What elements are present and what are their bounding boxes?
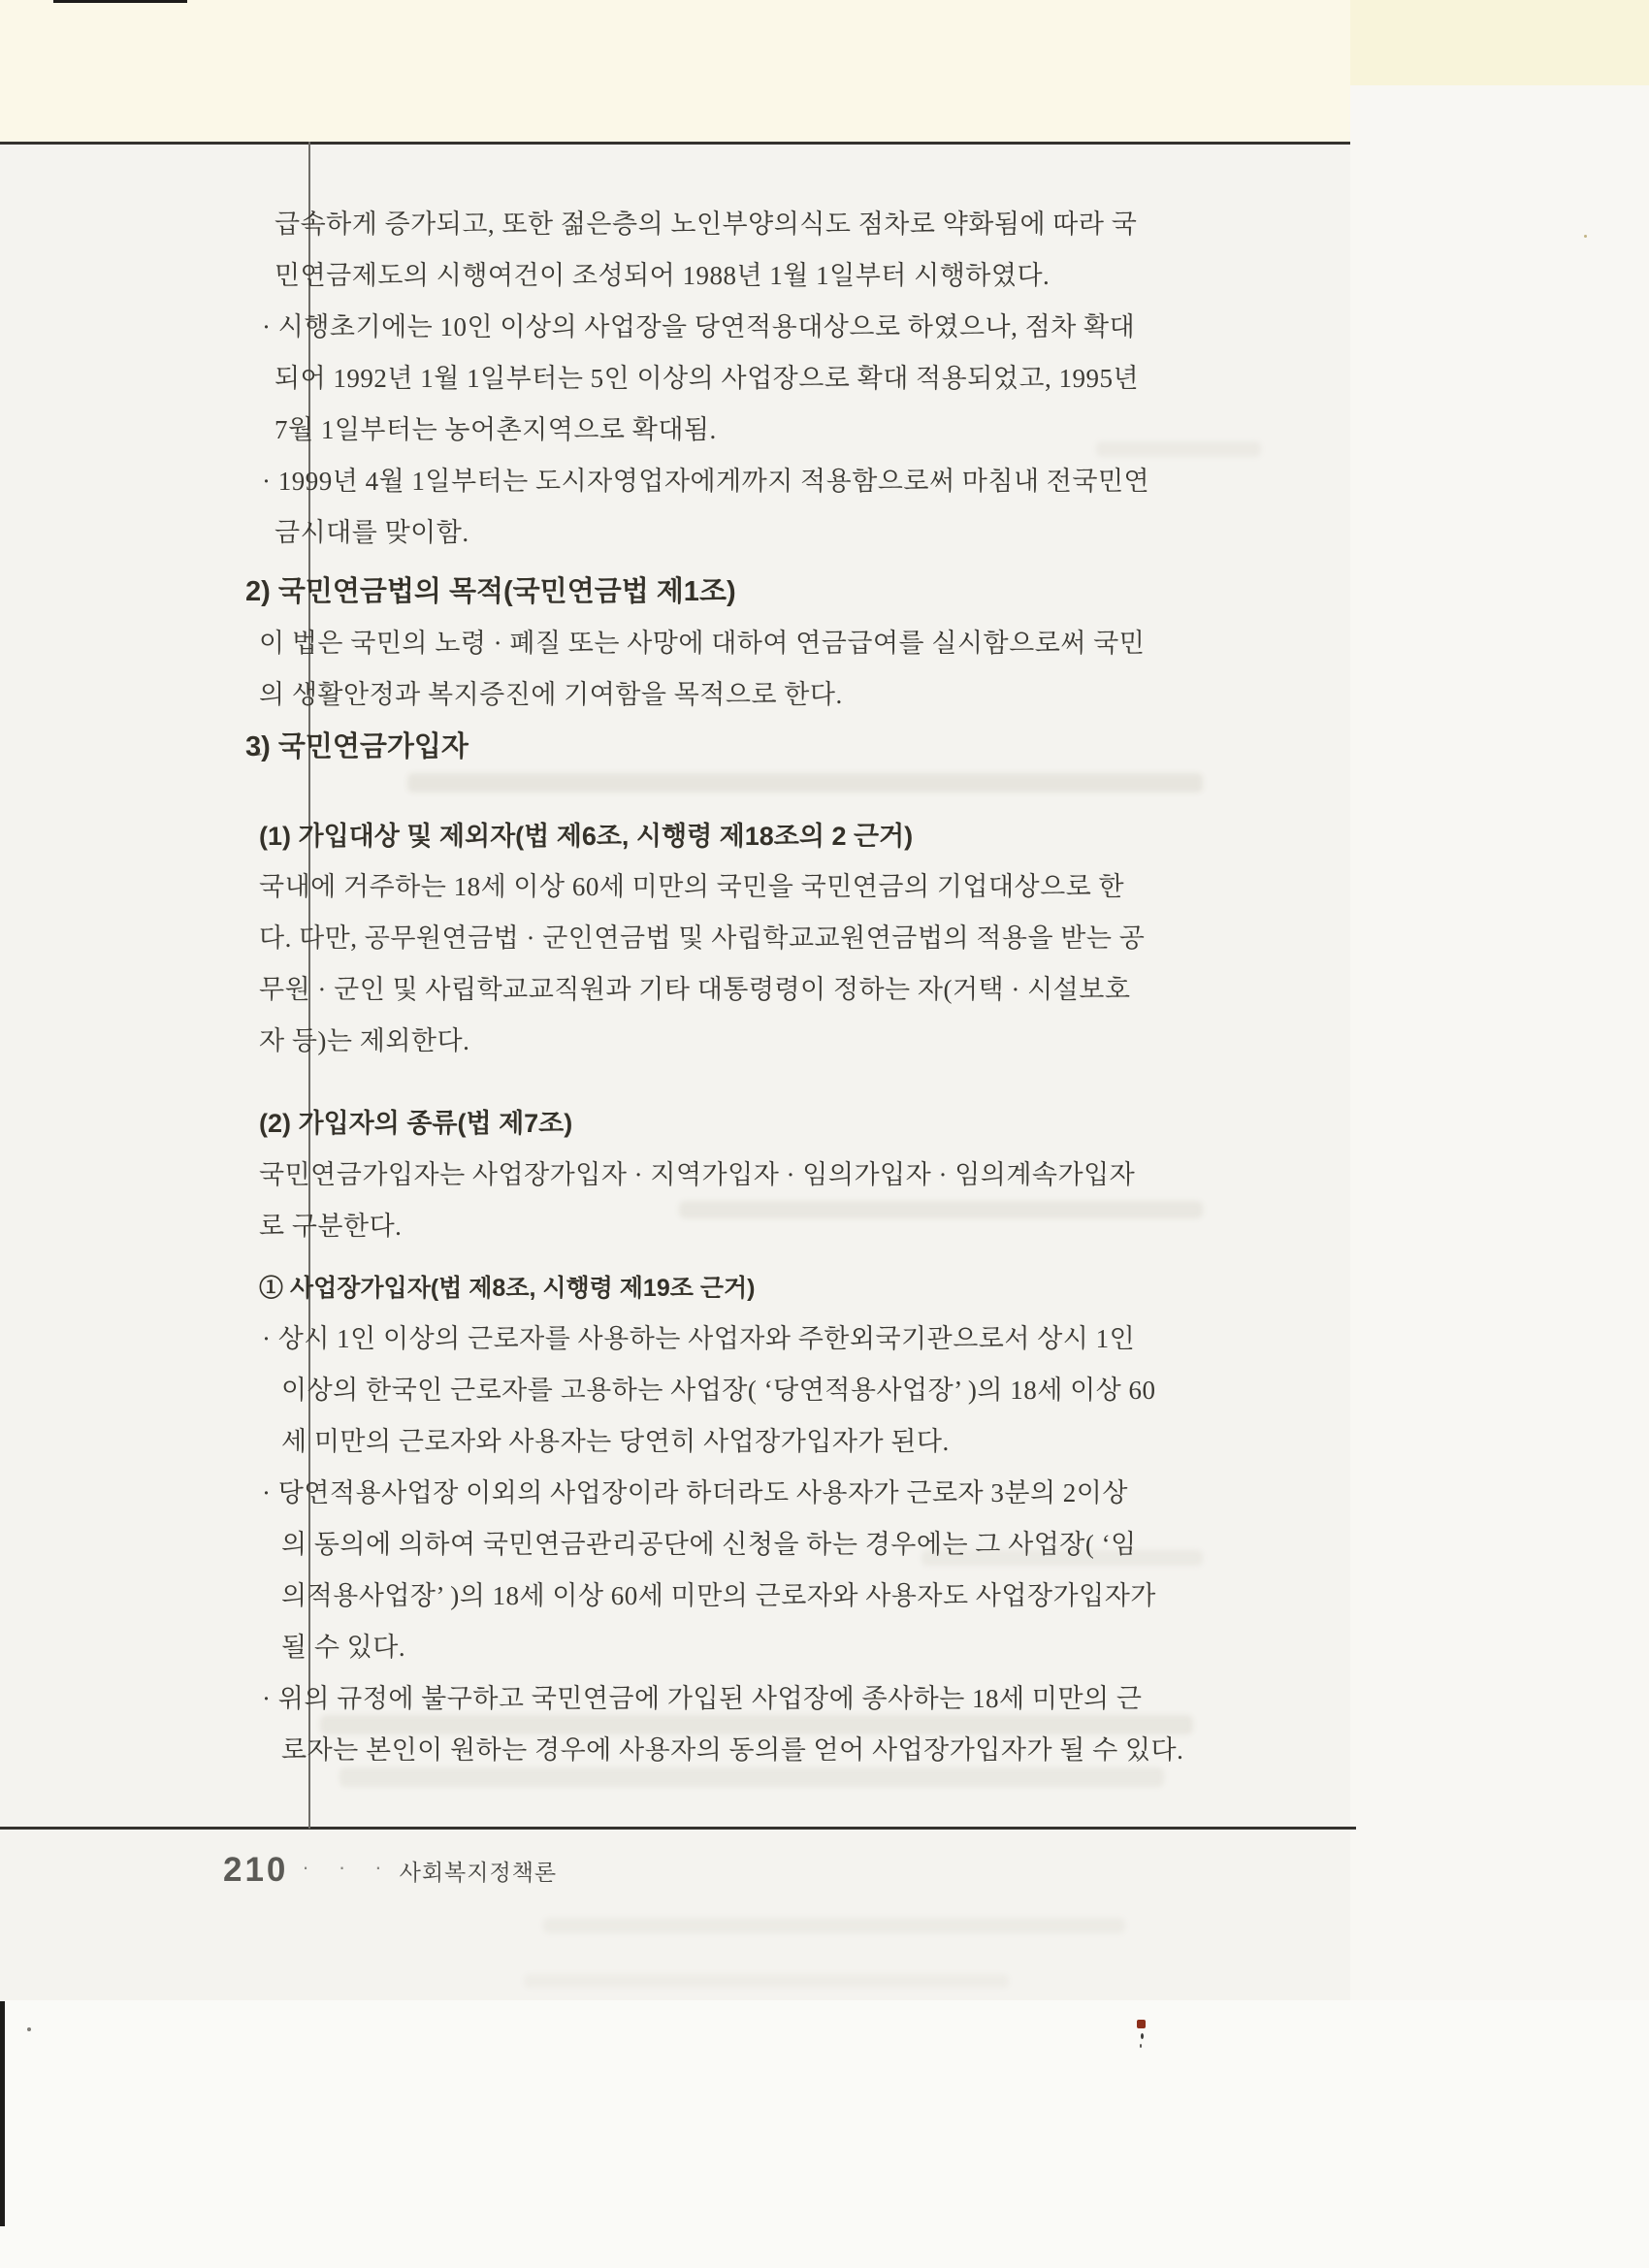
body-line: 의적용사업장’ )의 18세 이상 60세 미만의 근로자와 사용자도 사업장가입자가 [281,1581,1156,1610]
scan-artifact-dot [1584,235,1587,238]
bleed-through-artifact [543,1918,1125,1933]
bottom-rule [0,1827,1356,1830]
item-heading-1: ① 사업장가입자(법 제8조, 시행령 제19조 근거) [259,1275,756,1302]
page-number: 210 [223,1851,289,1889]
subsection-heading-2: (2) 가입자의 종류(법 제7조) [259,1109,573,1138]
body-line: · 상시 1인 이상의 근로자를 사용하는 사업자와 주한외국기관으로서 상시 1인 [262,1324,1136,1353]
body-line: 민연금제도의 시행여건이 조성되어 1988년 1월 1일부터 시행하였다. [275,261,1051,290]
bleed-through-artifact [524,1974,1009,1988]
subsection-heading-1: (1) 가입대상 및 제외자(법 제6조, 시행령 제18조의 2 근거) [259,822,914,851]
intro-paragraph [242,199,1232,559]
body-line: 무원 · 군인 및 사립학교교직원과 기타 대통령령이 정하는 자(거택 · 시설보호 [259,975,1131,1004]
subsection-1-paragraph [242,861,1232,1067]
body-line: · 당연적용사업장 이외의 사업장이라 하더라도 사용자가 근로자 3분의 2이상 [262,1478,1128,1507]
page-top-right-yellow-band [1350,0,1649,85]
body-line: 국민연금가입자는 사업장가입자 · 지역가입자 · 임의가입자 · 임의계속가입자 [259,1160,1136,1189]
page-top-cream-band [0,0,1350,144]
page-footer [223,1851,557,1890]
section-2-paragraph [242,618,1232,721]
scan-artifact-dot [27,2027,31,2031]
page-right-margin-strip [1350,85,1649,2002]
section-2-heading-wrap [242,567,1232,618]
section-heading-2: 2) 국민연금법의 목적(국민연금법 제1조) [245,576,736,607]
body-line: 금시대를 맞이함. [275,518,469,547]
body-line: 될 수 있다. [281,1633,406,1662]
body-line: 이 법은 국민의 노령 · 폐질 또는 사망에 대하여 연금급여를 실시함으로써 국민 [259,629,1146,658]
body-line: 이상의 한국인 근로자를 고용하는 사업장( ‘당연적용사업장’ )의 18세 이상 60 [281,1376,1156,1405]
subsection-2-paragraph [242,1150,1232,1252]
scan-artifact-red-mark [1137,2020,1146,2028]
bleed-through-artifact [407,773,1203,793]
section-3-heading-wrap [242,722,1232,773]
scan-artifact-dot [1140,2044,1142,2048]
body-line: · 시행초기에는 10인 이상의 사업장을 당연적용대상으로 하였으나, 점차 확대 [262,312,1136,341]
body-line: 급속하게 증가되고, 또한 젊은층의 노인부양의식도 점차로 약화됨에 따라 국 [275,210,1138,239]
subsection-1-heading-wrap [242,811,1232,862]
section-heading-3: 3) 국민연금가입자 [245,731,469,762]
body-line: 세 미만의 근로자와 사용자는 당연히 사업장가입자가 된다. [281,1427,950,1456]
item-1-paragraph [242,1313,1232,1776]
body-line: 국내에 거주하는 18세 이상 60세 미만의 국민을 국민연금의 기업대상으로 한 [259,872,1125,901]
page-bottom-strip [0,2000,1649,2268]
subsection-2-heading-wrap [242,1098,1232,1150]
top-rule [0,142,1350,145]
body-line: 7월 1일부터는 농어촌지역으로 확대됨. [275,415,717,444]
body-line: 자 등)는 제외한다. [259,1026,470,1055]
body-line: · 위의 규정에 불구하고 국민연금에 가입된 사업장에 종사하는 18세 미만의 근 [262,1684,1143,1713]
book-title: 사회복지정책론 [399,1859,558,1885]
scan-artifact-left-edge-bar [0,2001,5,2226]
footer-dots: · · · [302,1855,394,1879]
scan-artifact-top-edge [53,0,187,3]
body-line: · 1999년 4월 1일부터는 도시자영업자에게까지 적용함으로써 마침내 전국민연 [262,467,1150,496]
body-line: 로 구분한다. [259,1212,403,1241]
body-line: 되어 1992년 1월 1일부터는 5인 이상의 사업장으로 확대 적용되었고, 1995년 [275,364,1140,393]
body-line: 의 생활안정과 복지증진에 기여함을 목적으로 한다. [259,680,843,709]
body-line: 로자는 본인이 원하는 경우에 사용자의 동의를 얻어 사업장가입자가 될 수 있다. [281,1735,1184,1765]
scan-artifact-dot [1141,2033,1144,2039]
body-line: 의 동의에 의하여 국민연금관리공단에 신청을 하는 경우에는 그 사업장( ‘임 [281,1530,1137,1559]
body-line: 다. 다만, 공무원연금법 · 군인연금법 및 사립학교교원연금법의 적용을 받는 공 [259,923,1146,953]
item-1-heading-wrap [242,1263,1232,1314]
